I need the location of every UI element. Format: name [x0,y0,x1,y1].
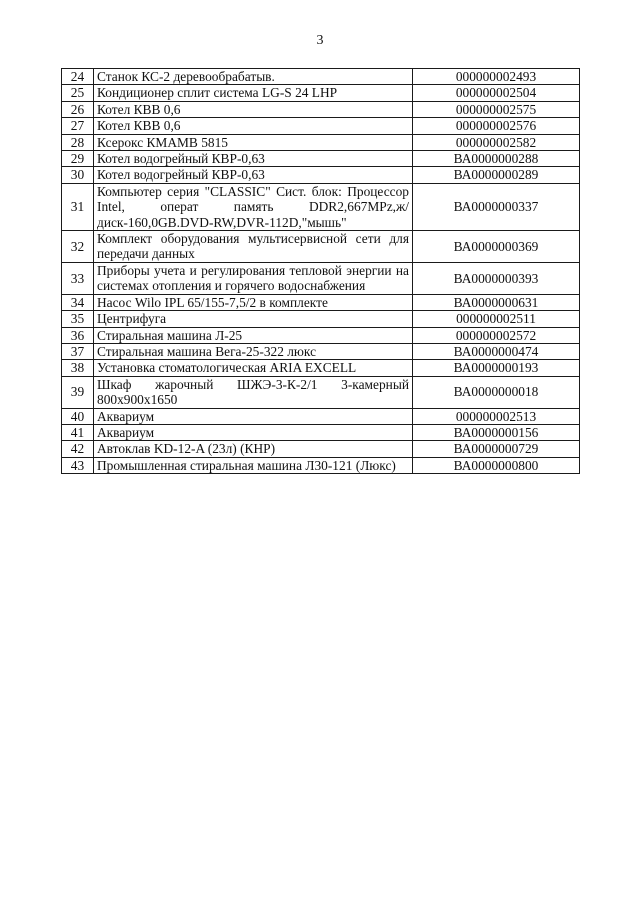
inventory-code: 000000002576 [413,118,580,134]
inventory-code: ВА0000000474 [413,343,580,359]
item-name: Аквариум [94,408,413,424]
item-name: Котел водогрейный КВР-0,63 [94,167,413,183]
table-row [62,134,580,150]
inventory-code: 000000002511 [413,311,580,327]
table-row [62,167,580,183]
table-row [62,424,580,440]
table-row [62,408,580,424]
table-row [62,183,580,230]
inventory-code: 000000002493 [413,69,580,85]
inventory-code: ВА0000000800 [413,457,580,473]
item-name: Стиральная машина Л-25 [94,327,413,343]
inventory-table [61,68,580,474]
item-name: Шкаф жарочный ШЖЭ-3-К-2/1 3-камерный 800х900х1650 [94,376,413,408]
page-number: 3 [316,33,324,48]
row-number: 37 [62,343,94,359]
inventory-code: 000000002575 [413,101,580,117]
inventory-code: ВА0000000631 [413,294,580,310]
row-number: 27 [62,118,94,134]
item-name: Стиральная машина Вега-25-322 люкс [94,343,413,359]
row-number: 42 [62,441,94,457]
inventory-code: ВА0000000193 [413,360,580,376]
item-name: Комплект оборудования мультисервисной сети для передачи данных [94,231,413,263]
item-name: Насос Wilo IPL 65/155-7,5/2 в комплекте [94,294,413,310]
table-row [62,376,580,408]
inventory-code: ВА0000000393 [413,262,580,294]
table-row [62,311,580,327]
inventory-code: ВА0000000018 [413,376,580,408]
table-row [62,101,580,117]
table-row [62,294,580,310]
item-name: Ксерокс КМАМВ 5815 [94,134,413,150]
table-row [62,457,580,473]
inventory-code: ВА0000000289 [413,167,580,183]
inventory-code: 000000002513 [413,408,580,424]
row-number: 39 [62,376,94,408]
table-row [62,231,580,263]
row-number: 38 [62,360,94,376]
inventory-code: ВА0000000288 [413,151,580,167]
row-number: 31 [62,183,94,230]
table-row [62,151,580,167]
row-number: 30 [62,167,94,183]
row-number: 36 [62,327,94,343]
item-name: Станок КС-2 деревообрабатыв. [94,69,413,85]
table-row [62,69,580,85]
row-number: 40 [62,408,94,424]
inventory-code: 000000002504 [413,85,580,101]
inventory-code: ВА0000000729 [413,441,580,457]
row-number: 24 [62,69,94,85]
row-number: 41 [62,424,94,440]
item-name: Котел КВВ 0,6 [94,118,413,134]
table-row [62,360,580,376]
item-name: Автоклав KD-12-A (23л) (КНР) [94,441,413,457]
row-number: 43 [62,457,94,473]
table-row [62,327,580,343]
inventory-code: 000000002582 [413,134,580,150]
table-row [62,85,580,101]
item-name: Компьютер серия "CLASSIC" Сист. блок: Процессор Intel, операт память DDR2,667MPz,ж/диск-160,0GB.DVD-RW,DVR-112D,"мышь" [94,183,413,230]
row-number: 29 [62,151,94,167]
item-name: Аквариум [94,424,413,440]
item-name: Промышленная стиральная машина Л30-121 (Люкс) [94,457,413,473]
inventory-code: 000000002572 [413,327,580,343]
inventory-code: ВА0000000156 [413,424,580,440]
table-row [62,441,580,457]
table-row [62,343,580,359]
inventory-code: ВА0000000337 [413,183,580,230]
row-number: 34 [62,294,94,310]
item-name: Котел КВВ 0,6 [94,101,413,117]
inventory-code: ВА0000000369 [413,231,580,263]
row-number: 33 [62,262,94,294]
item-name: Установка стоматологическая ARIA EXCELL [94,360,413,376]
table-row [62,262,580,294]
table-row [62,118,580,134]
row-number: 32 [62,231,94,263]
item-name: Центрифуга [94,311,413,327]
row-number: 26 [62,101,94,117]
row-number: 35 [62,311,94,327]
row-number: 28 [62,134,94,150]
item-name: Кондиционер сплит система LG-S 24 LHP [94,85,413,101]
item-name: Приборы учета и регулирования тепловой энергии на системах отопления и горячего водоснабжения [94,262,413,294]
row-number: 25 [62,85,94,101]
item-name: Котел водогрейный КВР-0,63 [94,151,413,167]
